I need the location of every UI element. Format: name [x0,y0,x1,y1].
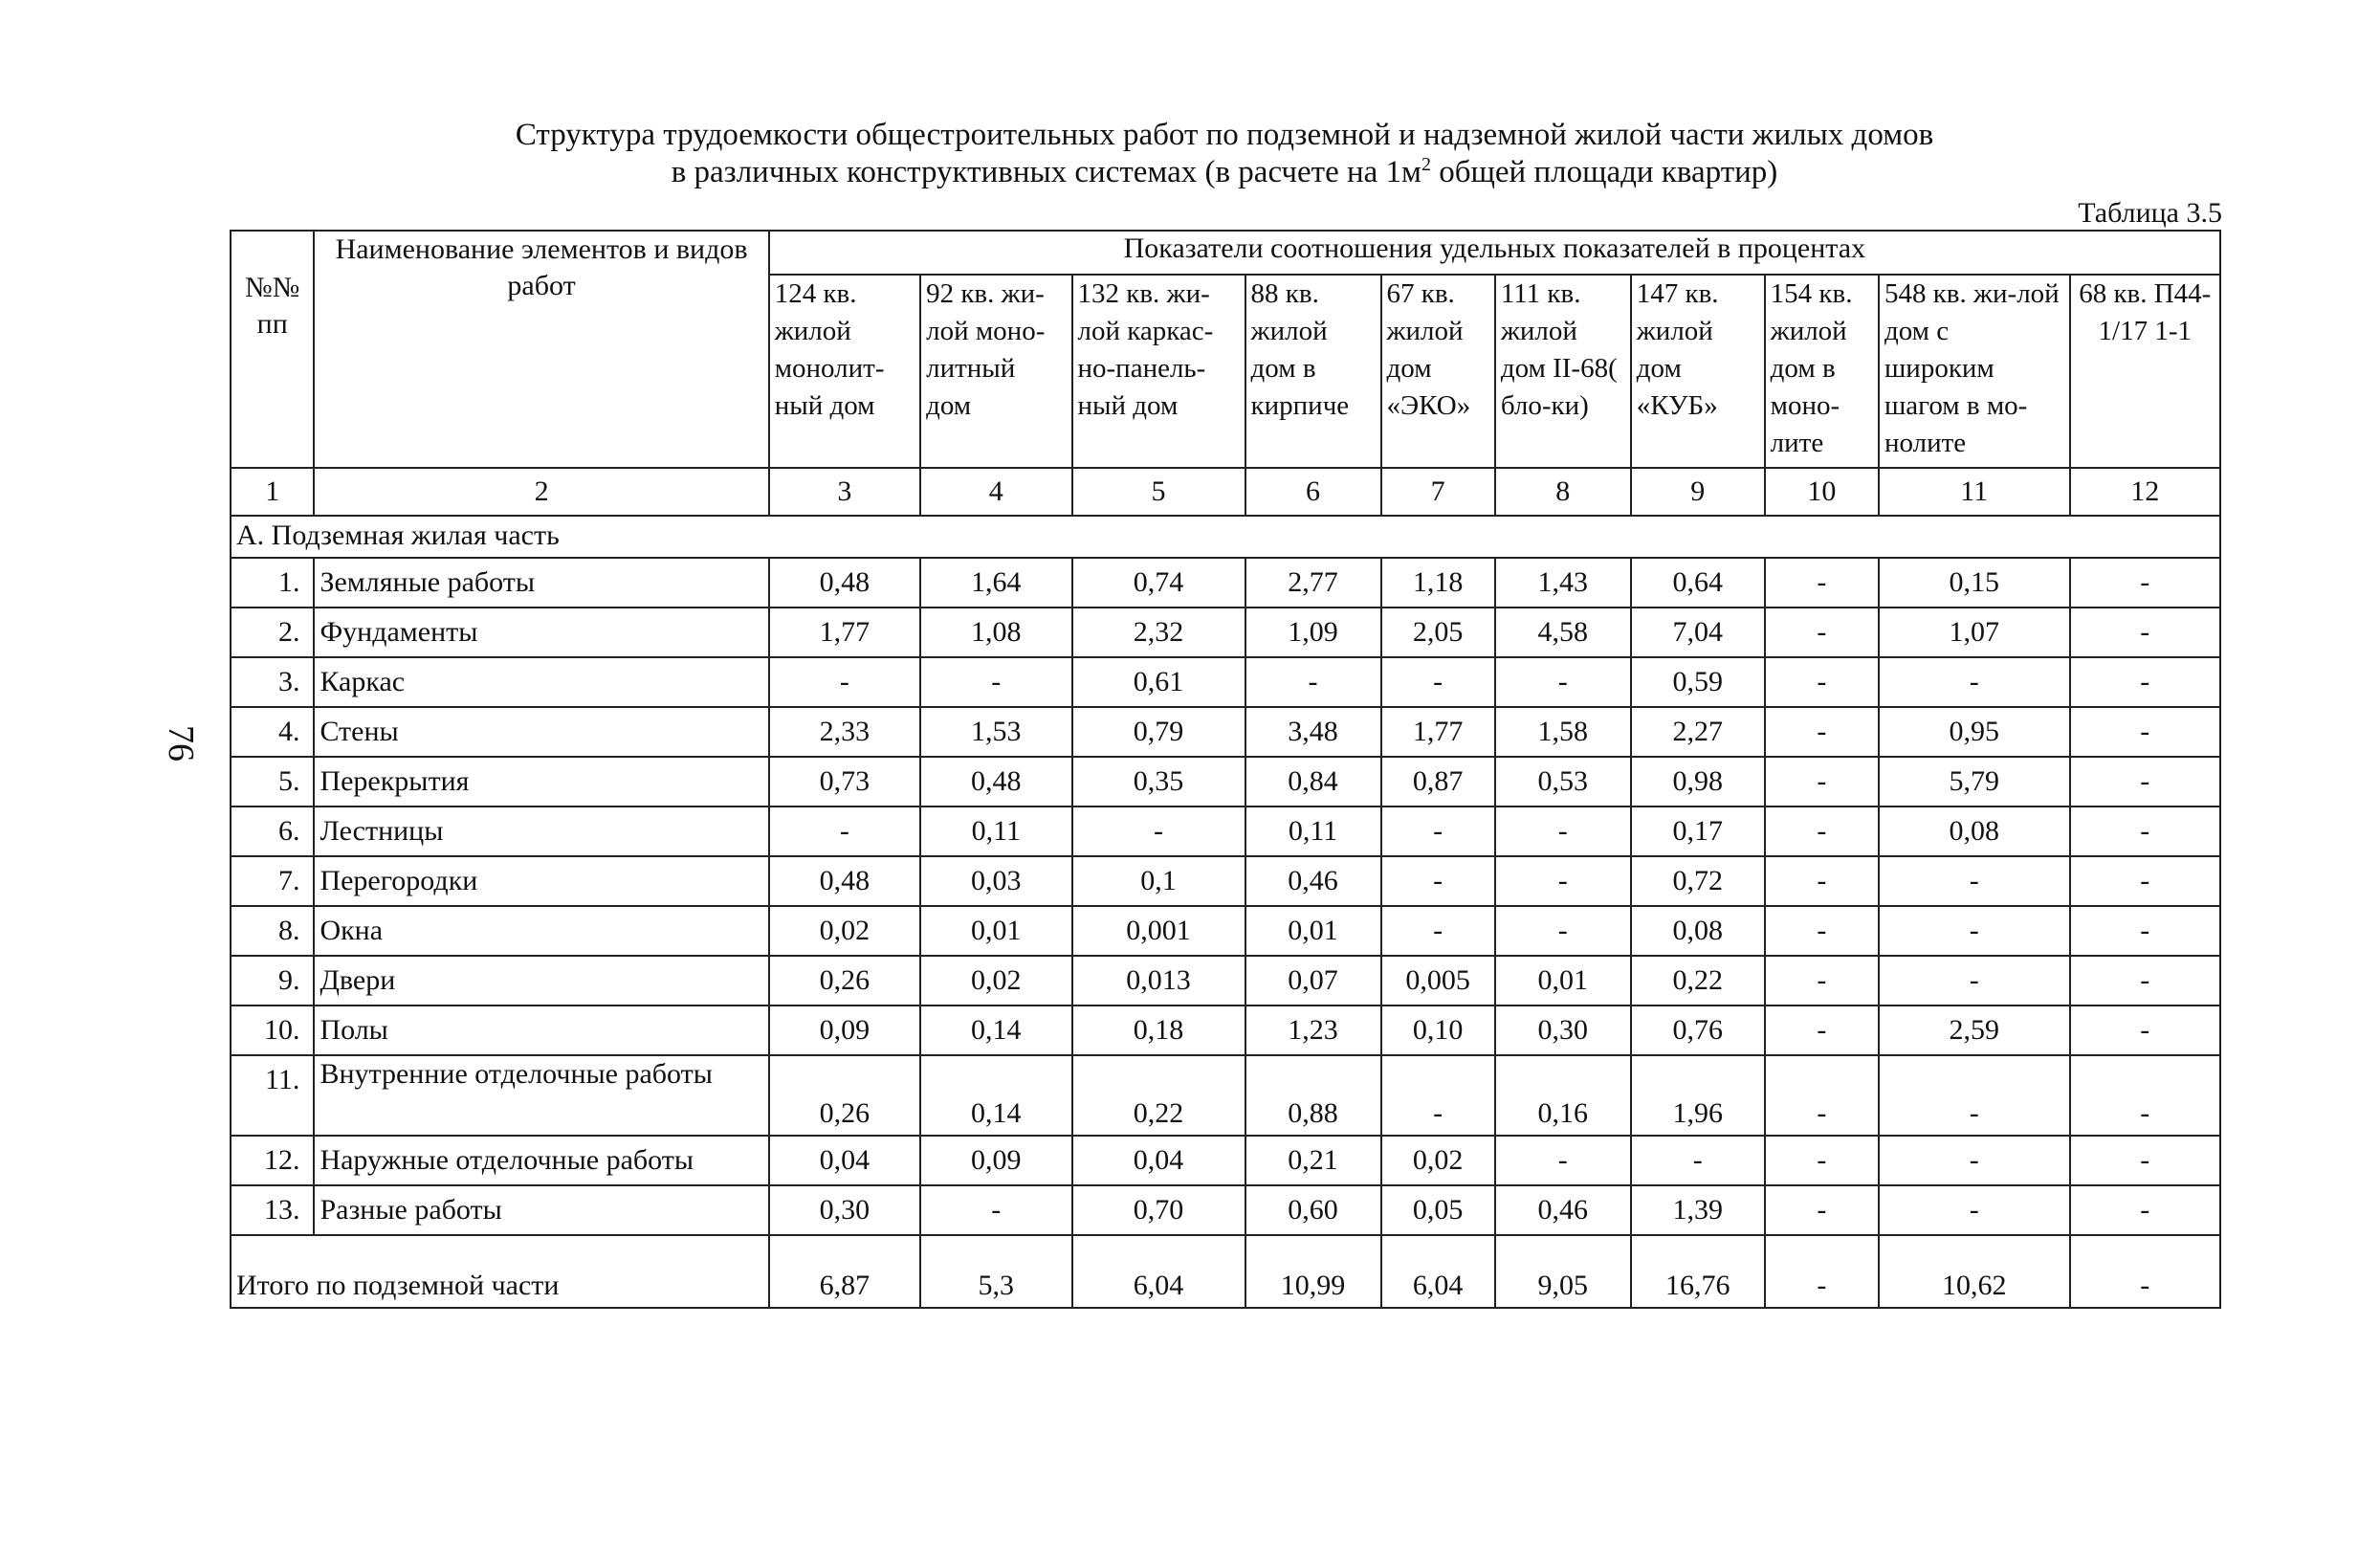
table-cell: 0,84 [1245,757,1381,807]
header-group: Показатели соотношения удельных показателей в процентах [769,231,2220,275]
column-header: 67 кв. жилой дом «ЭКО» [1381,275,1495,468]
table-cell: 7,04 [1631,608,1765,657]
header-num: №№ пп [231,231,314,468]
table-cell: 0,74 [1072,558,1245,608]
table-cell: 0,35 [1072,757,1245,807]
section-row [231,516,2220,558]
row-name: Перекрытия [314,757,768,807]
table-cell: - [1879,1136,2070,1185]
table-cell: - [2070,807,2220,856]
column-number: 12 [2070,468,2220,516]
table-row [231,856,2220,906]
table-cell: - [1381,1055,1495,1136]
table-cell: - [1765,1185,1879,1235]
table-cell: - [1765,707,1879,757]
table-cell: - [2070,856,2220,906]
table-cell: - [1879,1185,2070,1235]
total-cell: 6,04 [1072,1235,1245,1308]
table-cell: 0,88 [1245,1055,1381,1136]
table-row [231,1136,2220,1185]
table-cell: 0,53 [1495,757,1631,807]
header-name: Наименование элементов и видов работ [314,231,768,468]
column-header: 92 кв. жи-лой моно-литный дом [920,275,1071,468]
row-name: Полы [314,1006,768,1055]
row-number: 3. [231,657,314,707]
table-cell: 1,08 [920,608,1071,657]
row-name: Земляные работы [314,558,768,608]
column-header: 111 кв. жилой дом II-68( бло-ки) [1495,275,1631,468]
table-cell: 0,18 [1072,1006,1245,1055]
table-cell: 0,005 [1381,956,1495,1006]
column-number: 4 [920,468,1071,516]
table-cell: 0,48 [769,558,920,608]
table-cell: 0,22 [1072,1055,1245,1136]
table-cell: 0,09 [769,1006,920,1055]
table-cell: - [1495,807,1631,856]
table-cell: 0,73 [769,757,920,807]
table-cell: - [1765,856,1879,906]
total-cell: - [2070,1235,2220,1308]
table-cell: 0,70 [1072,1185,1245,1235]
header-row-1 [231,231,2220,275]
table-cell: - [1072,807,1245,856]
column-header: 132 кв. жи-лой каркас-но-панель-ный дом [1072,275,1245,468]
row-number: 7. [231,856,314,906]
table-cell: 0,22 [1631,956,1765,1006]
table-row [231,558,2220,608]
table-cell: 0,07 [1245,956,1381,1006]
table-cell: 1,09 [1245,608,1381,657]
table-cell: 0,60 [1245,1185,1381,1235]
table-cell: - [1381,906,1495,956]
table-cell: 1,53 [920,707,1071,757]
table-cell: - [1765,558,1879,608]
table-cell: 0,08 [1879,807,2070,856]
title-line-2 [0,154,2380,191]
table-cell: 0,79 [1072,707,1245,757]
table-label: Таблица 3.5 [2078,197,2222,229]
table-cell: - [1765,906,1879,956]
table-cell: 0,08 [1631,906,1765,956]
table-cell: 1,23 [1245,1006,1381,1055]
section-title: А. Подземная жилая часть [231,516,2220,558]
table-cell: - [1765,657,1879,707]
title-superscript: 2 [1421,154,1431,175]
table-row [231,1185,2220,1235]
table-row [231,956,2220,1006]
column-number: 9 [1631,468,1765,516]
table-cell: 0,98 [1631,757,1765,807]
table-cell: 0,48 [920,757,1071,807]
column-header: 124 кв. жилой монолит-ный дом [769,275,920,468]
table-cell: 1,18 [1381,558,1495,608]
table-cell: - [1495,906,1631,956]
table-cell: 0,001 [1072,906,1245,956]
table-cell: - [1631,1136,1765,1185]
table-cell: 2,59 [1879,1006,2070,1055]
row-name: Окна [314,906,768,956]
title-line-2-end: общей площади квартир) [1430,155,1778,189]
table-cell: 0,30 [1495,1006,1631,1055]
title-line-2-start: в различных конструктивных системах (в расчете на 1м [671,155,1421,189]
row-number: 10. [231,1006,314,1055]
total-cell: 9,05 [1495,1235,1631,1308]
column-number-row [231,468,2220,516]
column-number: 8 [1495,468,1631,516]
table-cell: - [2070,657,2220,707]
table-cell: 2,33 [769,707,920,757]
table-cell: - [1879,657,2070,707]
table-cell: - [1765,1006,1879,1055]
table-cell: 4,58 [1495,608,1631,657]
table-cell: 1,07 [1879,608,2070,657]
row-number: 9. [231,956,314,1006]
table-cell: 0,76 [1631,1006,1765,1055]
column-header: 88 кв. жилой дом в кирпиче [1245,275,1381,468]
document-title [0,117,2380,191]
total-row [231,1235,2220,1308]
table-cell: - [1765,956,1879,1006]
table-cell: 0,01 [1495,956,1631,1006]
table-cell: 0,16 [1495,1055,1631,1136]
row-number: 13. [231,1185,314,1235]
table-cell: 5,79 [1879,757,2070,807]
table-row [231,608,2220,657]
table-cell: 0,95 [1879,707,2070,757]
title-line-1: Структура трудоемкости общестроительных работ по подземной и надземной жилой части жилых домов [515,118,1934,152]
total-cell: 10,99 [1245,1235,1381,1308]
column-number: 10 [1765,468,1879,516]
row-number: 11. [231,1055,314,1136]
row-name: Перегородки [314,856,768,906]
table-cell: - [1381,807,1495,856]
table-cell: 3,48 [1245,707,1381,757]
total-cell: 10,62 [1879,1235,2070,1308]
total-cell: - [1765,1235,1879,1308]
column-header: 154 кв. жилой дом в моно-лите [1765,275,1879,468]
table-cell: - [2070,1136,2220,1185]
table-cell: 0,26 [769,956,920,1006]
table-cell: 0,03 [920,856,1071,906]
table-cell: - [1879,956,2070,1006]
table-cell: - [1245,657,1381,707]
row-name: Двери [314,956,768,1006]
table-cell: - [2070,906,2220,956]
row-number: 12. [231,1136,314,1185]
table-cell: - [769,657,920,707]
table-cell: - [1381,856,1495,906]
table-cell: - [2070,956,2220,1006]
table-cell: 0,14 [920,1055,1071,1136]
table-cell: 0,87 [1381,757,1495,807]
table-cell: 0,013 [1072,956,1245,1006]
table-cell: 0,46 [1495,1185,1631,1235]
column-header: 68 кв. П44-1/17 1-1 [2070,275,2220,468]
column-number: 7 [1381,468,1495,516]
table-cell: - [2070,757,2220,807]
table-cell: 0,02 [769,906,920,956]
table-cell: 1,64 [920,558,1071,608]
table-cell: 0,72 [1631,856,1765,906]
table-row [231,657,2220,707]
row-number: 4. [231,707,314,757]
table-cell: - [2070,558,2220,608]
table-cell: 0,14 [920,1006,1071,1055]
table-cell: - [1879,856,2070,906]
page-number: 76 [161,725,201,762]
table-cell: 0,17 [1631,807,1765,856]
table-cell: 0,11 [1245,807,1381,856]
table-cell: 0,48 [769,856,920,906]
table-cell: - [2070,608,2220,657]
table-cell: - [1381,657,1495,707]
table-cell: 0,01 [920,906,1071,956]
table-cell: 0,21 [1245,1136,1381,1185]
table-cell: 0,05 [1381,1185,1495,1235]
column-header: 548 кв. жи-лой дом с широким шагом в мо-нолите [1879,275,2070,468]
table-cell: 2,77 [1245,558,1381,608]
total-cell: 6,04 [1381,1235,1495,1308]
table-cell: - [1495,657,1631,707]
table-cell: 0,10 [1381,1006,1495,1055]
row-number: 2. [231,608,314,657]
table-cell: - [769,807,920,856]
table-cell: 0,64 [1631,558,1765,608]
table-cell: 0,11 [920,807,1071,856]
table-cell: 0,59 [1631,657,1765,707]
table-cell: 2,32 [1072,608,1245,657]
table-cell: 1,58 [1495,707,1631,757]
table-cell: 0,15 [1879,558,2070,608]
table-cell: - [1879,906,2070,956]
table-cell: 0,30 [769,1185,920,1235]
row-name: Внутренние отделочные работы [314,1055,768,1136]
row-name: Лестницы [314,807,768,856]
row-name: Каркас [314,657,768,707]
table-cell: - [1765,757,1879,807]
row-number: 1. [231,558,314,608]
column-number: 11 [1879,468,2070,516]
table-cell: 1,43 [1495,558,1631,608]
table-cell: 0,02 [1381,1136,1495,1185]
table-cell: 2,27 [1631,707,1765,757]
table-cell: 2,05 [1381,608,1495,657]
row-number: 6. [231,807,314,856]
row-name: Разные работы [314,1185,768,1235]
table-cell: 0,09 [920,1136,1071,1185]
table-cell: - [920,1185,1071,1235]
table-cell: 1,77 [769,608,920,657]
table-cell: 0,1 [1072,856,1245,906]
table-cell: - [2070,1006,2220,1055]
table-cell: - [1765,1136,1879,1185]
table-cell: 0,46 [1245,856,1381,906]
row-number: 8. [231,906,314,956]
table-cell: 0,26 [769,1055,920,1136]
row-name: Наружные отделочные работы [314,1136,768,1185]
table-cell: 0,02 [920,956,1071,1006]
row-name: Фундаменты [314,608,768,657]
table-cell: - [920,657,1071,707]
table-cell: 0,01 [1245,906,1381,956]
total-cell: 5,3 [920,1235,1071,1308]
table-cell: 1,39 [1631,1185,1765,1235]
row-number: 5. [231,757,314,807]
column-number: 2 [314,468,768,516]
table-cell: - [2070,1185,2220,1235]
table-cell: 0,04 [1072,1136,1245,1185]
table-cell: - [1495,856,1631,906]
total-label: Итого по подземной части [231,1235,769,1308]
table-cell: - [1765,1055,1879,1136]
table-row [231,707,2220,757]
column-number: 6 [1245,468,1381,516]
table-row [231,757,2220,807]
table-cell: - [1765,608,1879,657]
row-name: Стены [314,707,768,757]
total-cell: 6,87 [769,1235,920,1308]
table-cell: 1,77 [1381,707,1495,757]
total-cell: 16,76 [1631,1235,1765,1308]
column-number: 1 [231,468,314,516]
table-cell: - [2070,1055,2220,1136]
table-cell: - [1879,1055,2070,1136]
data-table [230,230,2221,1309]
table-cell: - [1495,1136,1631,1185]
table-row [231,807,2220,856]
table-cell: 1,96 [1631,1055,1765,1136]
table-cell: 0,04 [769,1136,920,1185]
table-row [231,906,2220,956]
table-cell: - [2070,707,2220,757]
table-cell: - [1765,807,1879,856]
table-row [231,1055,2220,1136]
column-number: 5 [1072,468,1245,516]
column-header: 147 кв. жилой дом «КУБ» [1631,275,1765,468]
column-number: 3 [769,468,920,516]
table-row [231,1006,2220,1055]
table-cell: 0,61 [1072,657,1245,707]
